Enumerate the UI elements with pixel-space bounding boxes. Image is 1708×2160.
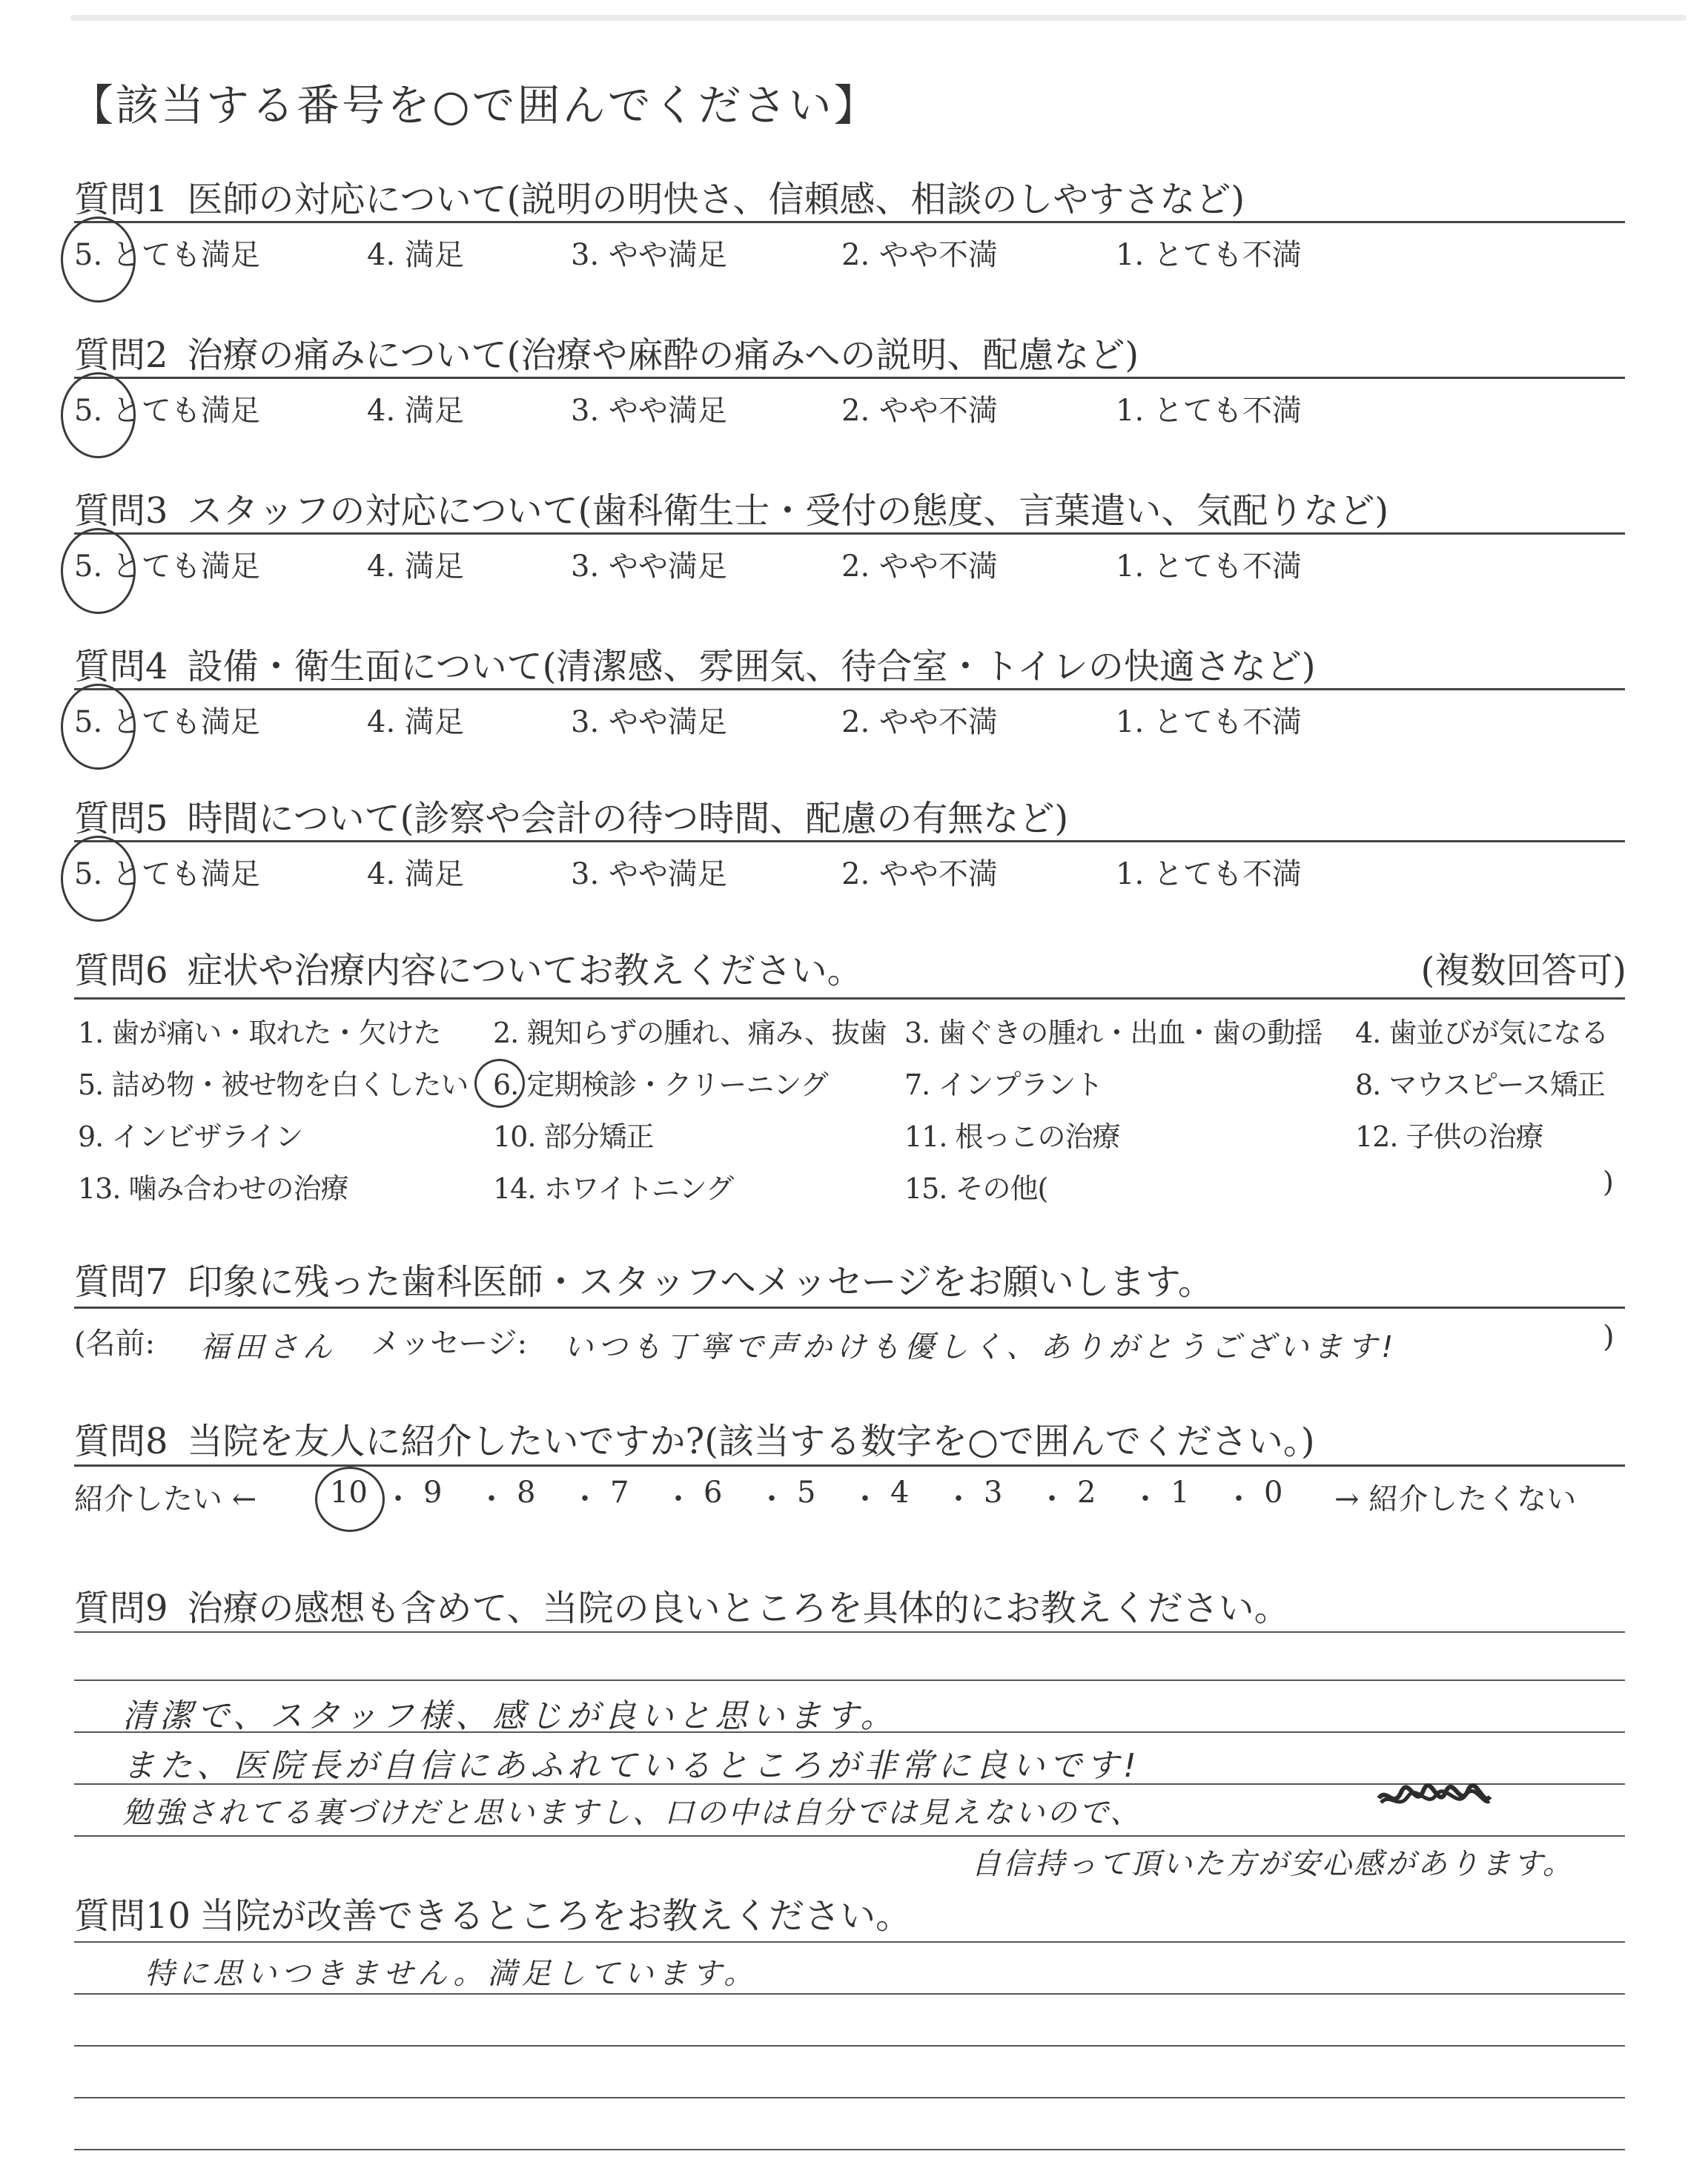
q6-option-8[interactable]: 8. マウスピース矯正: [1355, 1069, 1605, 1101]
q5-selected-circle: [61, 836, 136, 922]
q8-scale-separator: ・: [850, 1482, 880, 1516]
q8-scale-8[interactable]: 8: [517, 1476, 536, 1510]
q1-title: [74, 171, 1245, 222]
q2-option-3[interactable]: 3. やや満足: [571, 394, 727, 428]
q2-number: 質問2: [74, 334, 168, 376]
q6-option-5[interactable]: 5. 詰め物・被せ物を白くしたい: [78, 1069, 469, 1101]
q1-selected-circle: [61, 217, 136, 303]
q10-rule-1: [74, 1941, 1625, 1943]
q6-other-close-paren: ): [1603, 1166, 1613, 1198]
q8-scale-separator: ・: [663, 1482, 693, 1516]
q4-option-4[interactable]: 4. 満足: [367, 705, 464, 739]
q8-scale-0[interactable]: 0: [1264, 1476, 1283, 1510]
q6-option-14[interactable]: 14. ホワイトニング: [493, 1172, 734, 1205]
q3-option-2[interactable]: 2. やや不満: [841, 549, 998, 584]
q4-rule: [74, 688, 1625, 690]
q10-text: 当院が改善できるところをお教えください。: [199, 1895, 912, 1937]
crossed-out-scribble: [1375, 1783, 1494, 1813]
q3-option-5[interactable]: 5. とても満足: [74, 549, 260, 584]
q5-text: 時間について(診察や会計の待つ時間、配慮の有無など): [187, 798, 1069, 839]
q3-text: スタッフの対応について(歯科衛生士・受付の態度、言葉遣い、気配りなど): [187, 490, 1389, 532]
q8-scale-separator: ・: [944, 1482, 973, 1516]
q8-number: 質問8: [74, 1421, 168, 1462]
q5-option-4[interactable]: 4. 満足: [367, 857, 464, 891]
q2-selected-circle: [61, 372, 136, 458]
q7-name-value: 福田さん: [200, 1330, 337, 1364]
q1-option-4[interactable]: 4. 満足: [367, 238, 464, 272]
q6-option-6[interactable]: 6. 定期検診・クリーニング: [493, 1069, 828, 1101]
form-instruction: 【該当する番号を○で囲んでください】: [70, 80, 879, 131]
q9-rule-5: [74, 1835, 1625, 1837]
q10-title: [74, 1887, 911, 1938]
q8-scale-9[interactable]: 9: [423, 1476, 443, 1510]
q10-rule-5: [74, 2149, 1625, 2150]
q9-answer-line-1: 清潔で、スタッフ様、感じが良いと思います。: [122, 1697, 898, 1735]
q8-scale-10[interactable]: 10: [330, 1476, 368, 1510]
q1-number: 質問1: [74, 179, 168, 220]
q8-title: [74, 1413, 1315, 1464]
q5-option-3[interactable]: 3. やや満足: [571, 857, 727, 891]
q8-scale-5[interactable]: 5: [797, 1476, 816, 1510]
q10-rule-3: [74, 2045, 1625, 2047]
q2-option-5[interactable]: 5. とても満足: [74, 394, 260, 428]
q9-answer-line-3: 勉強されてる裏づけだと思いますし、口の中は自分では見えないので、: [122, 1796, 1142, 1830]
q7-message-label: メッセージ:: [371, 1327, 528, 1361]
q4-text: 設備・衛生面について(清潔感、雰囲気、待合室・トイレの快適さなど): [187, 646, 1316, 687]
q2-rule: [74, 377, 1625, 379]
q1-option-3[interactable]: 3. やや満足: [571, 238, 727, 272]
q2-title: [74, 326, 1139, 377]
q8-rule: [74, 1464, 1625, 1467]
q8-text: 当院を友人に紹介したいですか?(該当する数字を○で囲んでください。): [187, 1421, 1315, 1462]
q6-option-12[interactable]: 12. 子供の治療: [1355, 1120, 1543, 1153]
q10-rule-2: [74, 1993, 1625, 1995]
q10-rule-4: [74, 2097, 1625, 2098]
q9-title: [74, 1579, 1290, 1631]
q8-scale-1[interactable]: 1: [1171, 1476, 1190, 1510]
q6-number: 質問6: [74, 950, 168, 991]
q6-selected-circle: [474, 1059, 525, 1108]
q6-title: [74, 942, 863, 993]
q3-title: [74, 482, 1388, 533]
q9-text: 治療の感想も含めて、当院の良いところを具体的にお教えください。: [187, 1588, 1290, 1629]
q6-multiple-answer-note: (複数回答可): [1420, 950, 1626, 991]
q6-option-13[interactable]: 13. 噛み合わせの治療: [78, 1172, 348, 1205]
q4-option-5[interactable]: 5. とても満足: [74, 705, 260, 739]
q6-option-9[interactable]: 9. インビザライン: [78, 1120, 303, 1153]
q8-scale-4[interactable]: 4: [890, 1476, 910, 1510]
q2-text: 治療の痛みについて(治療や麻酔の痛みへの説明、配慮など): [187, 334, 1139, 376]
q9-answer-line-2: また、医院長が自信にあふれているところが非常に良いです!: [122, 1747, 1141, 1785]
q2-option-1[interactable]: 1. とても不満: [1116, 394, 1302, 428]
q5-rule: [74, 840, 1625, 842]
q3-rule: [74, 532, 1625, 535]
q8-left-label: 紹介したい ←: [74, 1482, 257, 1516]
q7-rule: [74, 1307, 1625, 1309]
q9-answer-line-4: 自信持って頂いた方が安心感があります。: [971, 1847, 1575, 1881]
q8-right-label: → 紹介したくない: [1334, 1482, 1577, 1516]
q3-option-4[interactable]: 4. 満足: [367, 549, 464, 584]
q3-number: 質問3: [74, 490, 168, 532]
q9-number: 質問9: [74, 1588, 168, 1629]
q1-option-1[interactable]: 1. とても不満: [1116, 238, 1302, 272]
q3-selected-circle: [61, 528, 136, 614]
q4-number: 質問4: [74, 646, 168, 687]
q8-scale-3[interactable]: 3: [984, 1476, 1003, 1510]
q6-text: 症状や治療内容についてお教えください。: [187, 950, 863, 991]
q6-option-7[interactable]: 7. インプラント: [904, 1069, 1103, 1101]
q2-option-2[interactable]: 2. やや不満: [841, 394, 998, 428]
q2-option-4[interactable]: 4. 満足: [367, 394, 464, 428]
q7-text: 印象に残った歯科医師・スタッフへメッセージをお願いします。: [187, 1261, 1214, 1303]
q4-selected-circle: [61, 684, 136, 770]
q8-selected-circle: [315, 1467, 385, 1532]
q3-option-3[interactable]: 3. やや満足: [571, 549, 727, 584]
q6-option-1[interactable]: 1. 歯が痛い・取れた・欠けた: [78, 1017, 441, 1049]
q8-scale-separator: ・: [383, 1482, 413, 1516]
q6-option-10[interactable]: 10. 部分矯正: [493, 1120, 654, 1153]
q8-scale-separator: ・: [1224, 1482, 1254, 1516]
q7-number: 質問7: [74, 1261, 168, 1303]
q4-option-1[interactable]: 1. とても不満: [1116, 705, 1302, 739]
q3-option-1[interactable]: 1. とても不満: [1116, 549, 1302, 584]
q1-rule: [74, 221, 1625, 223]
q4-title: [74, 638, 1316, 689]
q6-option-11[interactable]: 11. 根っこの治療: [904, 1120, 1120, 1153]
q5-number: 質問5: [74, 798, 168, 839]
q6-option-2[interactable]: 2. 親知らずの腫れ、痛み、抜歯: [493, 1017, 887, 1049]
q4-option-2[interactable]: 2. やや不満: [841, 705, 998, 739]
q7-name-label: (名前:: [74, 1327, 156, 1361]
q4-option-3[interactable]: 3. やや満足: [571, 705, 727, 739]
q6-option-4[interactable]: 4. 歯並びが気になる: [1355, 1017, 1609, 1049]
q5-title: [74, 790, 1068, 841]
q8-scale-separator: ・: [477, 1482, 506, 1516]
q1-option-5[interactable]: 5. とても満足: [74, 238, 260, 272]
q10-answer-line-1: 特に思いつきません。満足しています。: [145, 1957, 758, 1991]
q7-message-value: いつも丁寧で声かけも優しく、ありがとうございます!: [563, 1330, 1398, 1364]
q5-option-5[interactable]: 5. とても満足: [74, 857, 260, 891]
q8-scale-separator: ・: [1037, 1482, 1067, 1516]
q1-option-2[interactable]: 2. やや不満: [841, 238, 998, 272]
q5-option-2[interactable]: 2. やや不満: [841, 857, 998, 891]
q8-scale-6[interactable]: 6: [704, 1476, 723, 1510]
q6-option-15[interactable]: 15. その他(: [904, 1172, 1048, 1205]
q6-option-3[interactable]: 3. 歯ぐきの腫れ・出血・歯の動揺: [904, 1017, 1323, 1049]
q10-number: 質問10: [74, 1895, 191, 1937]
q5-option-1[interactable]: 1. とても不満: [1116, 857, 1302, 891]
q8-scale-separator: ・: [570, 1482, 600, 1516]
q8-scale-7[interactable]: 7: [610, 1476, 629, 1510]
q1-text: 医師の対応について(説明の明快さ、信頼感、相談のしやすさなど): [187, 179, 1245, 220]
q6-rule: [74, 997, 1625, 1000]
q8-scale-separator: ・: [1131, 1482, 1160, 1516]
q9-rule-2: [74, 1680, 1625, 1681]
q7-close-paren: ): [1603, 1320, 1615, 1354]
q8-scale-separator: ・: [757, 1482, 787, 1516]
q8-scale-2[interactable]: 2: [1077, 1476, 1096, 1510]
page-top-edge: [70, 15, 1687, 21]
q7-title: [74, 1253, 1214, 1304]
q9-rule-1: [74, 1631, 1625, 1633]
